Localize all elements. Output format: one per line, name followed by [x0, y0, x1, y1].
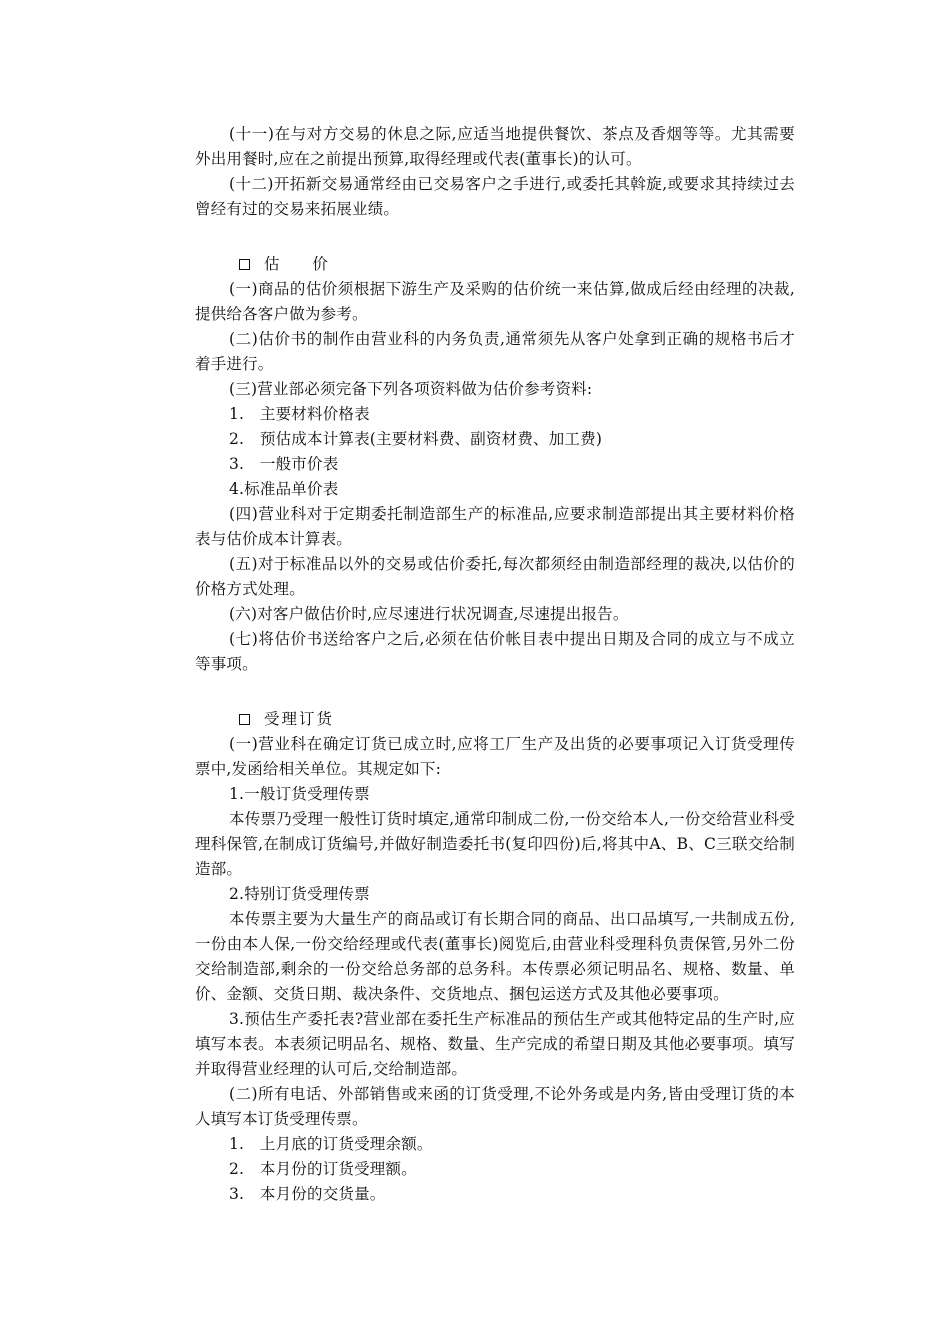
- section-title: 估 价: [264, 255, 342, 273]
- paragraph: 本传票主要为大量生产的商品或订有长期合同的商品、出口品填写,一共制成五份,一份由本人保,一份交给经理或代表(董事长)阅览后,由营业科受理科负责保管,另外二份交给制造部,剩余的一份交给总务部的总务科。本传票必须记明品名、规格、数量、单价、金额、交货日期、裁决条件、交货地点、捆包运送方式及其他必要事项。: [195, 910, 795, 1003]
- paragraph: (四)营业科对于定期委托制造部生产的标准品,应要求制造部提出其主要材料价格表与估价成本计算表。: [195, 505, 795, 548]
- list-item: 2. 本月份的订货受理额。: [229, 1160, 417, 1178]
- section-heading-estimate: [195, 252, 795, 277]
- list-item: 3. 一般市价表: [229, 455, 339, 473]
- list-item: 1. 主要材料价格表: [229, 405, 370, 423]
- paragraph: (七)将估价书送给客户之后,必须在估价帐目表中提出日期及合同的成立与不成立等事项。: [195, 630, 795, 673]
- list-item: 2. 预估成本计算表(主要材料费、副资材费、加工费): [229, 430, 603, 448]
- paragraph: (十一)在与对方交易的休息之际,应适当地提供餐饮、茶点及香烟等等。尤其需要外出用餐时,应在之前提出预算,取得经理或代表(董事长)的认可。: [195, 125, 795, 168]
- paragraph: 本传票乃受理一般性订货时填定,通常印制成二份,一份交给本人,一份交给营业科受理科保管,在制成订货编号,并做好制造委托书(复印四份)后,将其中A、B、C三联交给制造部。: [195, 810, 795, 878]
- paragraph: (五)对于标准品以外的交易或估价委托,每次都须经由制造部经理的裁决,以估价的价格方式处理。: [195, 555, 795, 598]
- section-heading-orders: [195, 707, 795, 732]
- list-item: 4.标准品单价表: [229, 480, 339, 498]
- paragraph: (十二)开拓新交易通常经由已交易客户之手进行,或委托其斡旋,或要求其持续过去曾经有过的交易来拓展业绩。: [195, 175, 795, 218]
- document-body: [195, 122, 795, 1207]
- section-title: 受理订货: [264, 710, 335, 728]
- paragraph: (二)估价书的制作由营业科的内务负责,通常须先从客户处拿到正确的规格书后才着手进行。: [195, 330, 795, 373]
- list-item: 3. 本月份的交货量。: [229, 1185, 386, 1203]
- checkbox-square-icon: [239, 714, 250, 725]
- paragraph: 3.预估生产委托表?营业部在委托生产标准品的预估生产或其他特定品的生产时,应填写本表。本表须记明品名、规格、数量、生产完成的希望日期及其他必要事项。填写并取得营业经理的认可后,交给制造部。: [195, 1010, 795, 1078]
- paragraph: (六)对客户做估价时,应尽速进行状况调查,尽速提出报告。: [229, 605, 629, 623]
- checkbox-square-icon: [239, 259, 250, 270]
- list-item: 1. 上月底的订货受理余额。: [229, 1135, 433, 1153]
- list-item: 1.一般订货受理传票: [229, 785, 370, 803]
- paragraph: (一)营业科在确定订货已成立时,应将工厂生产及出货的必要事项记入订货受理传票中,发函给相关单位。其规定如下:: [195, 735, 795, 778]
- paragraph: (一)商品的估价须根据下游生产及采购的估价统一来估算,做成后经由经理的决裁,提供给各客户做为参考。: [195, 280, 795, 323]
- paragraph: (三)营业部必须完备下列各项资料做为估价参考资料:: [229, 380, 593, 398]
- list-item: 2.特别订货受理传票: [229, 885, 370, 903]
- paragraph: (二)所有电话、外部销售或来函的订货受理,不论外务或是内务,皆由受理订货的本人填写本订货受理传票。: [195, 1085, 795, 1128]
